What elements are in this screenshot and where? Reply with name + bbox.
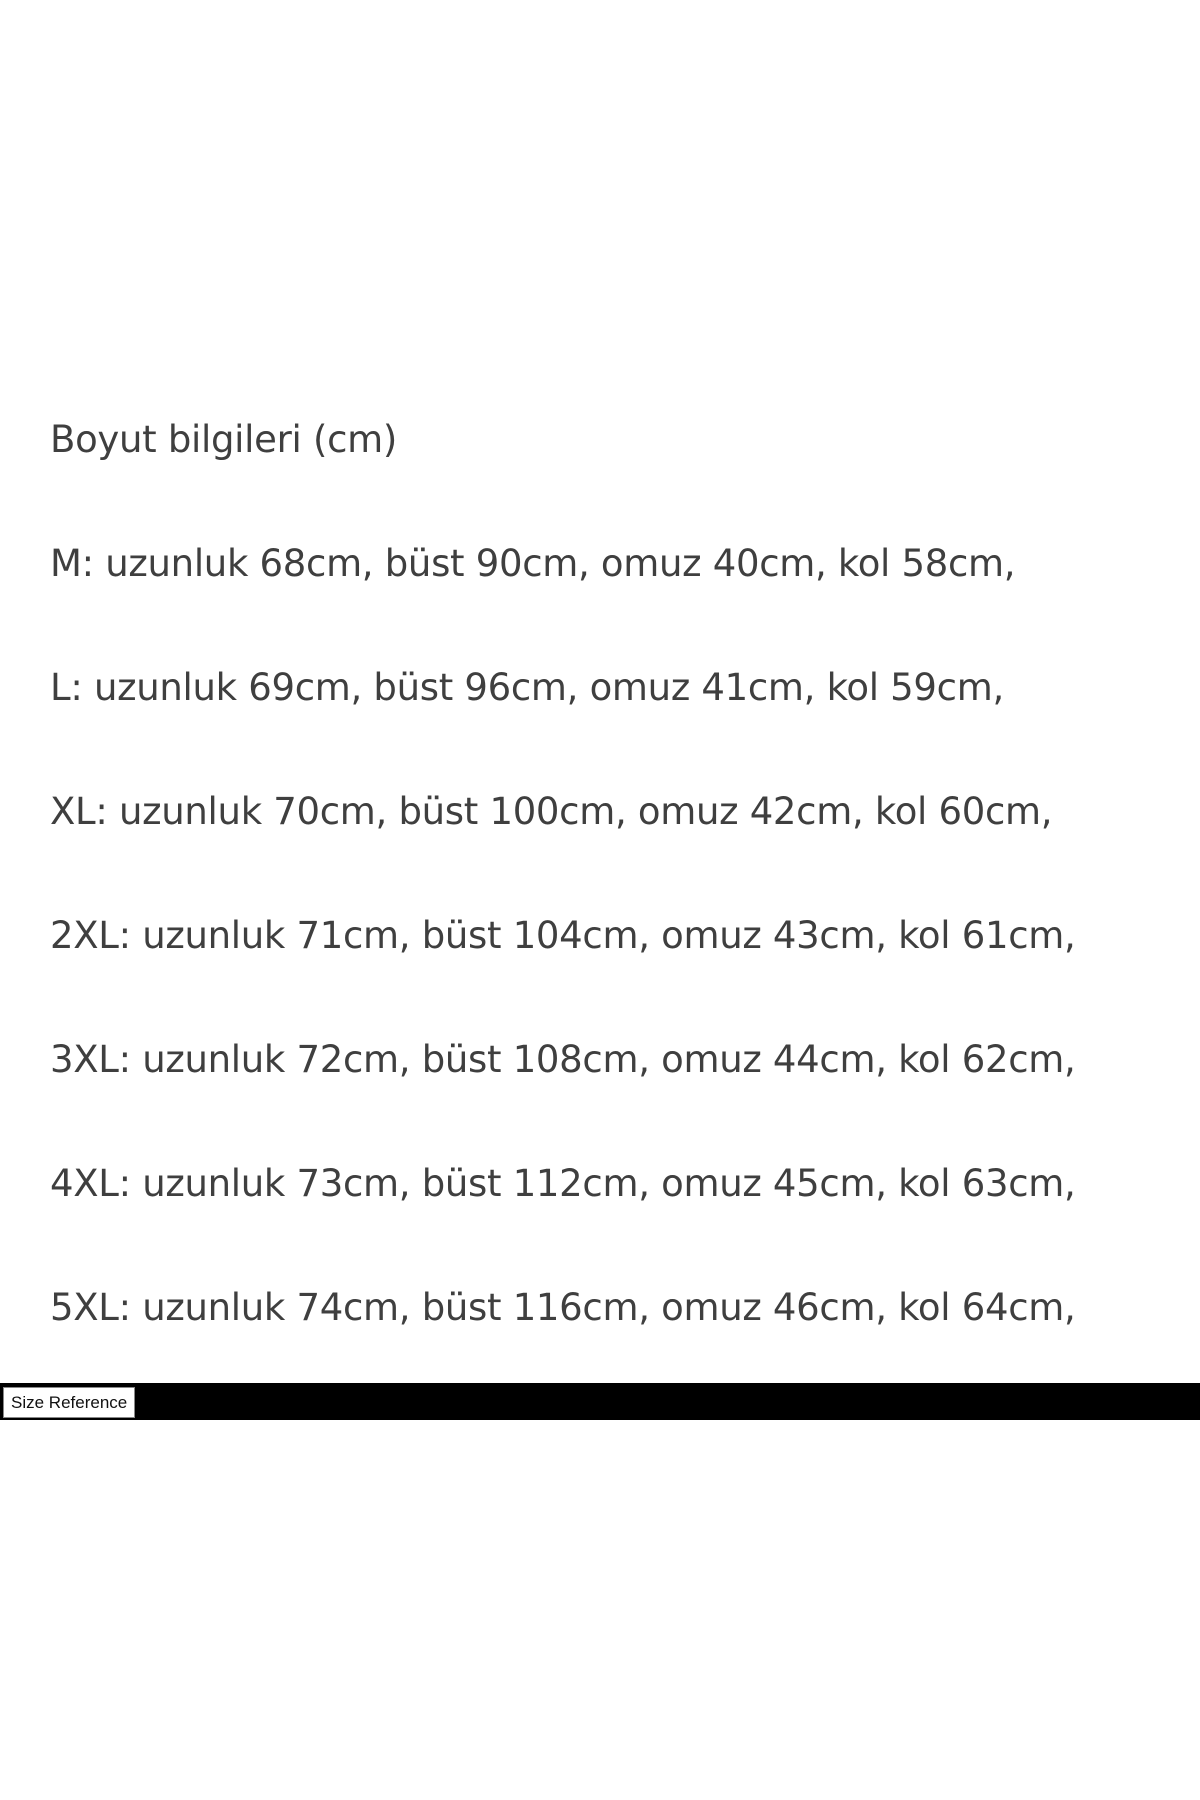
size-row-xl: XL: uzunluk 70cm, büst 100cm, omuz 42cm, kol 60cm, [50, 790, 1053, 833]
size-row-l: L: uzunluk 69cm, büst 96cm, omuz 41cm, kol 59cm, [50, 666, 1004, 709]
size-reference-bar [0, 1383, 1200, 1420]
size-row-3xl: 3XL: uzunluk 72cm, büst 108cm, omuz 44cm, kol 62cm, [50, 1038, 1076, 1081]
size-info-title: Boyut bilgileri (cm) [50, 418, 397, 461]
size-row-m: M: uzunluk 68cm, büst 90cm, omuz 40cm, kol 58cm, [50, 542, 1016, 585]
size-info-block [50, 418, 1170, 1410]
size-reference-label: Size Reference [3, 1387, 135, 1418]
size-row-5xl: 5XL: uzunluk 74cm, büst 116cm, omuz 46cm, kol 64cm, [50, 1286, 1076, 1329]
size-row-4xl: 4XL: uzunluk 73cm, büst 112cm, omuz 45cm, kol 63cm, [50, 1162, 1076, 1205]
size-row-2xl: 2XL: uzunluk 71cm, büst 104cm, omuz 43cm, kol 61cm, [50, 914, 1076, 957]
